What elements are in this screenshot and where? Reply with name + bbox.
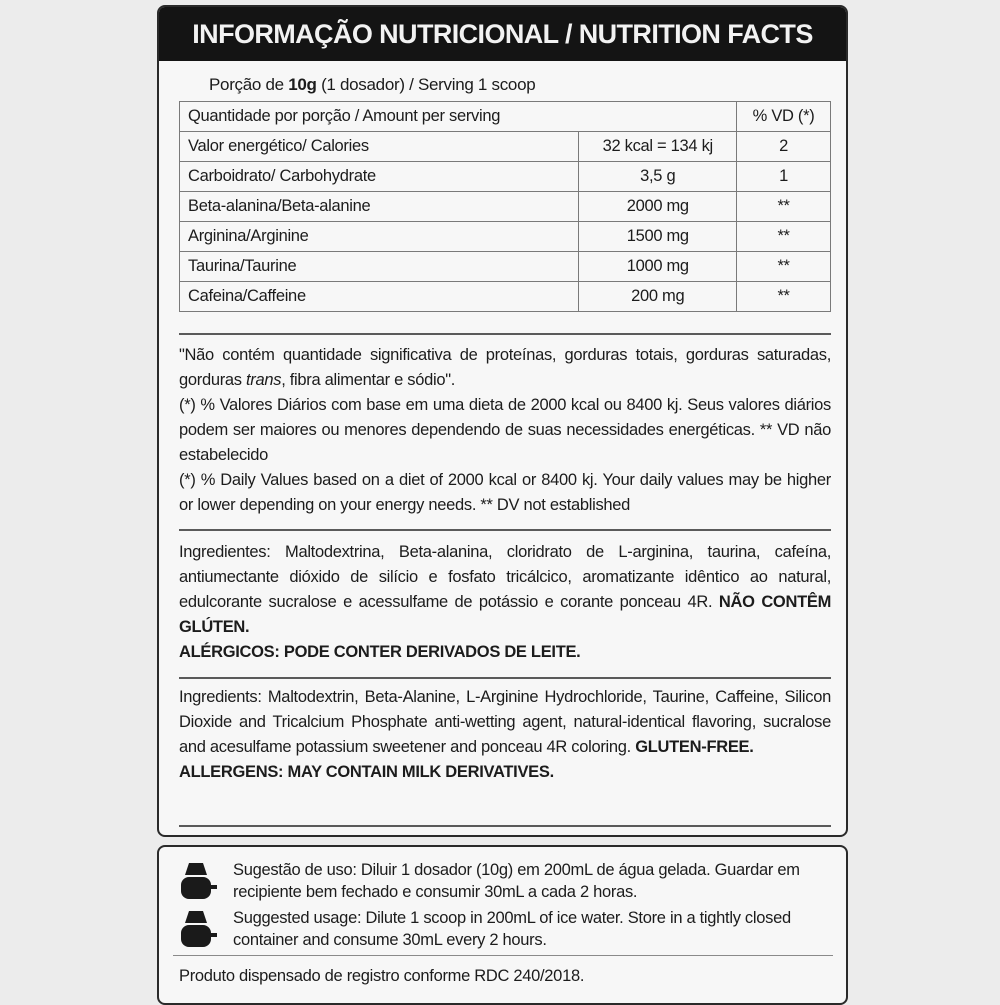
nutrient-amount: 2000 mg	[579, 192, 737, 222]
gluten-notice-pt: NÃO CONTÊM GLÚTEN.	[179, 593, 832, 636]
daily-values-note-en: (*) % Daily Values based on a diet of 2000 kcal or 8400 kj. Your daily values may be higher or lower depending on your energy needs. ** DV not established	[179, 471, 831, 514]
note-text-end: , fibra alimentar e sódio".	[281, 371, 456, 389]
usage-en-text: Suggested usage: Dilute 1 scoop in 200mL of ice water. Store in a tightly closed container and consume 30mL every 2 hours.	[233, 909, 791, 949]
table-row	[180, 252, 831, 282]
usage-divider	[173, 955, 833, 956]
registration-note: Produto dispensado de registro conforme RDC 240/2018.	[179, 967, 585, 985]
serving-size	[209, 75, 535, 95]
nutrient-dv: **	[737, 192, 831, 222]
note-trans: trans	[246, 371, 282, 389]
usage-en	[177, 907, 837, 951]
nutrition-notes	[179, 343, 831, 518]
nutrient-amount: 1000 mg	[579, 252, 737, 282]
table-row	[180, 192, 831, 222]
nutrition-label	[157, 5, 848, 837]
daily-values-note-pt: (*) % Valores Diários com base em uma dieta de 2000 kcal ou 8400 kj. Seus valores diários podem ser maiores ou menores dependendo de suas necessidades energéticas. ** VD não estabelecido	[179, 396, 831, 464]
table-row	[180, 282, 831, 312]
nutrient-name: Taurina/Taurine	[180, 252, 579, 282]
section-divider	[179, 677, 831, 679]
not-significant-note	[179, 343, 831, 393]
nutrient-name: Cafeina/Caffeine	[180, 282, 579, 312]
nutrient-dv: 1	[737, 162, 831, 192]
nutrient-amount: 32 kcal = 134 kj	[579, 132, 737, 162]
usage-pt-text: Sugestão de uso: Diluir 1 dosador (10g) em 200mL de água gelada. Guardar em recipiente bem fechado e consumir 30mL a cada 2 horas.	[233, 861, 800, 901]
table-header-row	[180, 102, 831, 132]
allergens-pt: ALÉRGICOS: PODE CONTER DERIVADOS DE LEITE.	[179, 643, 581, 661]
section-divider	[179, 333, 831, 335]
nutrient-amount: 200 mg	[579, 282, 737, 312]
scoop-icon	[177, 907, 217, 951]
allergens-en: ALLERGENS: MAY CONTAIN MILK DERIVATIVES.	[179, 763, 554, 781]
nutrient-name: Arginina/Arginine	[180, 222, 579, 252]
serving-amount: 10g	[288, 75, 317, 94]
nutrient-amount: 1500 mg	[579, 222, 737, 252]
section-divider	[179, 825, 831, 827]
table-row	[180, 222, 831, 252]
ingredients-en	[179, 685, 831, 785]
nutrient-amount: 3,5 g	[579, 162, 737, 192]
ingredients-pt-text	[179, 540, 831, 640]
nutrient-name: Beta-alanina/Beta-alanine	[180, 192, 579, 222]
section-divider	[179, 529, 831, 531]
label-title: INFORMAÇÃO NUTRICIONAL / NUTRITION FACTS	[159, 7, 846, 61]
usage-pt	[177, 859, 837, 903]
nutrient-name: Valor energético/ Calories	[180, 132, 579, 162]
ingredients-en-text	[179, 685, 831, 760]
table-row	[180, 162, 831, 192]
serving-suffix: (1 dosador) / Serving 1 scoop	[316, 75, 536, 94]
ingredients-pt	[179, 540, 831, 665]
note-text: "Não contém quantidade significativa de proteínas, gorduras totais, gorduras saturadas, gorduras	[179, 346, 831, 389]
nutrient-name: Carboidrato/ Carbohydrate	[180, 162, 579, 192]
scoop-icon	[177, 859, 217, 903]
ingredients-pt-list: Ingredientes: Maltodextrina, Beta-alanina, cloridrato de L-arginina, taurina, cafeína, antiumectante dióxido de silício e fosfato tricálcico, aromatizante idêntico ao natural, edulcorante sucralose e acessulfame de potássio e corante ponceau 4R.	[179, 543, 831, 611]
table-row	[180, 132, 831, 162]
ingredients-en-list: Ingredients: Maltodextrin, Beta-Alanine, L-Arginine Hydrochloride, Taurine, Caffeine, Silicon Dioxide and Tricalcium Phosphate anti-wetting agent, natural-identical flavoring, sucralose and acesulfame potassium sweetener and ponceau 4R coloring.	[179, 688, 831, 756]
nutrition-table	[179, 101, 831, 312]
nutrient-dv: **	[737, 252, 831, 282]
nutrient-dv: **	[737, 222, 831, 252]
dv-header: % VD (*)	[737, 102, 831, 132]
amount-per-serving-header: Quantidade por porção / Amount per serving	[180, 102, 737, 132]
gluten-notice-en: GLUTEN-FREE.	[635, 738, 754, 756]
usage-box	[157, 845, 848, 1005]
serving-prefix: Porção de	[209, 75, 289, 94]
nutrient-dv: 2	[737, 132, 831, 162]
nutrient-dv: **	[737, 282, 831, 312]
